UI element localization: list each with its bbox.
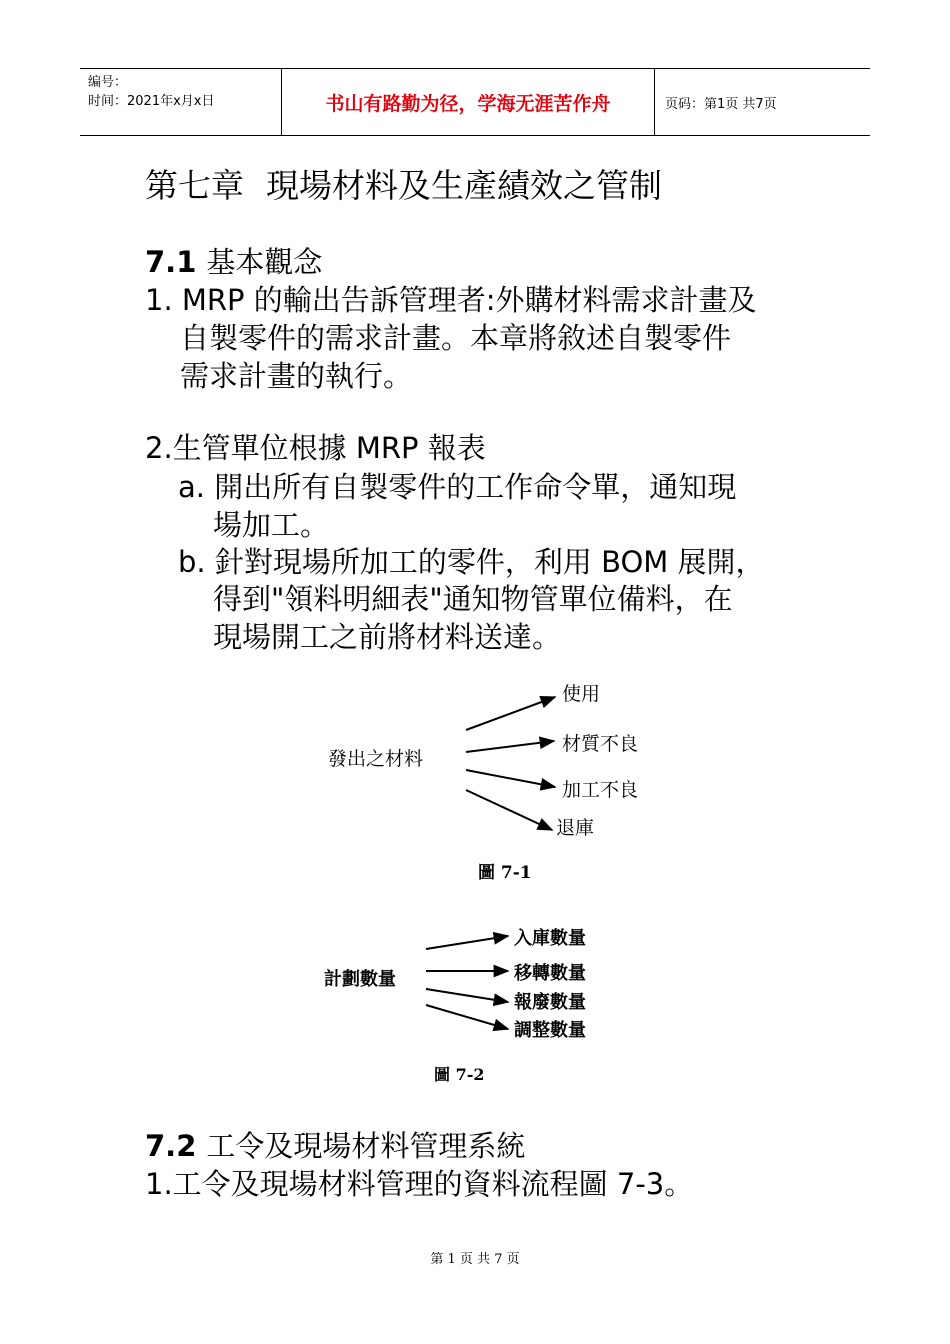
sub-b-line3: 現場開工之前將材料送達。 xyxy=(213,620,562,654)
sub-a-line1: a. 開出所有自製零件的工作命令單，通知現 xyxy=(178,470,737,504)
header-page-info: 页码：第1页 共7页 xyxy=(665,96,777,112)
section-number: 7.2 xyxy=(145,1129,197,1163)
fig2-target-4: 調整數量 xyxy=(514,1020,586,1041)
fig1-source: 發出之材料 xyxy=(328,748,424,770)
item1-line2: 自製零件的需求計畫。本章將敘述自製零件 xyxy=(180,321,732,355)
section-title: 基本觀念 xyxy=(206,245,323,279)
page-header xyxy=(80,68,870,136)
fig1-target-4: 退庫 xyxy=(556,817,595,839)
sub-a-line2: 場加工。 xyxy=(213,508,330,542)
sub-b-line2: 得到"領料明細表"通知物管單位備料，在 xyxy=(213,582,733,616)
figure-7-1 xyxy=(300,670,700,890)
section-number: 7.1 xyxy=(145,245,197,279)
fig2-target-3: 報廢數量 xyxy=(514,992,586,1013)
fig1-target-3: 加工不良 xyxy=(562,779,639,801)
figure-7-2 xyxy=(310,915,630,1090)
fig1-target-1: 使用 xyxy=(562,683,601,705)
section-title: 工令及現場材料管理系統 xyxy=(206,1129,526,1163)
fig1-caption: 圖 7-1 xyxy=(478,863,532,883)
section2-item1: 1.工令及現場材料管理的資料流程圖 7-3。 xyxy=(145,1167,694,1201)
header-date: 时间：2021年x月x日 xyxy=(88,94,215,109)
fig2-arrow-scrap xyxy=(426,989,508,1002)
fig1-arrow-process-defect xyxy=(466,770,555,787)
fig2-arrow-inbound xyxy=(426,936,508,949)
header-number-label: 编号： xyxy=(88,75,128,90)
fig2-target-2: 移轉數量 xyxy=(514,963,586,984)
fig2-caption: 圖 7-2 xyxy=(434,1065,485,1084)
fig1-arrow-return xyxy=(466,790,552,830)
item2-line: 2.生管單位根據 MRP 報表 xyxy=(145,431,486,465)
page-footer: 第 1 页 共 7 页 xyxy=(430,1252,520,1267)
fig1-arrow-use xyxy=(466,697,555,730)
fig2-target-1: 入庫數量 xyxy=(514,928,586,949)
chapter-title xyxy=(145,160,662,207)
item1-line3: 需求計畫的執行。 xyxy=(180,359,413,393)
header-motto: 书山有路勤为径，学海无涯苦作舟 xyxy=(281,69,655,135)
chapter-name: 現場材料及生產績效之管制 xyxy=(266,166,662,205)
section-heading-7-1 xyxy=(145,240,322,281)
fig2-arrow-adjust xyxy=(426,1005,508,1029)
item1-line1: 1. MRP 的輸出告訴管理者:外購材料需求計畫及 xyxy=(145,283,757,317)
sub-b-line1: b. 針對現場所加工的零件，利用 BOM 展開， xyxy=(178,545,765,579)
chapter-number: 第七章 xyxy=(145,166,244,205)
header-meta xyxy=(80,69,281,135)
section-heading-7-2 xyxy=(145,1124,525,1165)
fig1-arrow-material-defect xyxy=(466,741,554,752)
fig2-source: 計劃數量 xyxy=(324,969,396,990)
fig1-target-2: 材質不良 xyxy=(562,733,639,755)
